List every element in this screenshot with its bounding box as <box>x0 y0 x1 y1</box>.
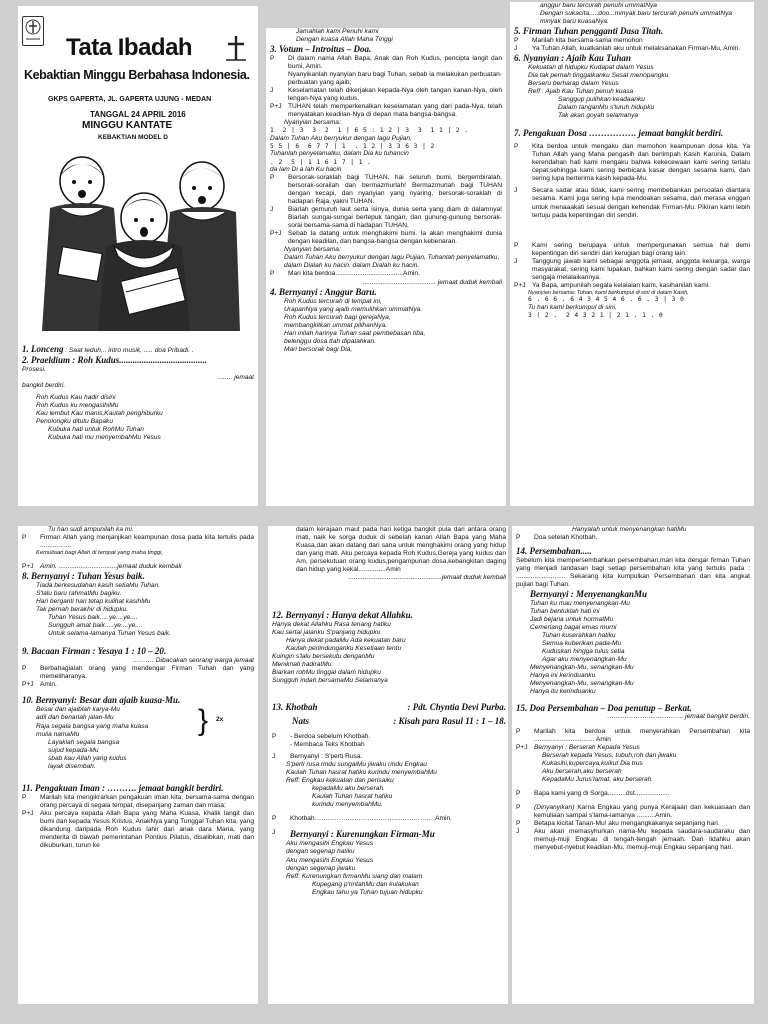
lyric-line: da lam Di a lah Ku hacin <box>270 166 342 174</box>
page-2 <box>266 28 506 506</box>
congregation-label: J <box>516 827 520 835</box>
doa-text: Bapa kami yang di Sorga,.........dst................... <box>534 789 670 797</box>
song-line: Hanya itu kerinduanku <box>530 688 596 696</box>
song-line: anggur baru tercurah penuhi ummatNya <box>540 2 657 9</box>
tuhan-yesus-baik-heading: 8. Bernyanyi : Tuhan Yesus baik. <box>22 571 145 582</box>
sunday-name: MINGGU KANTATE <box>82 120 173 131</box>
leader-label: P <box>514 143 519 151</box>
leader-label: P <box>514 37 519 45</box>
song-line: Sanggup pulihkan keadaanku <box>558 96 645 104</box>
song-line: S'lalu baru rahmatMu bagiku. <box>36 590 122 598</box>
bacaan-heading: 9. Bacaan Firman : Yesaya 1 : 10 – 20. <box>22 646 167 657</box>
doa-text: Betapa kicitat Tanan-Mu! aku mengangkakanya sepanjang hari. <box>534 819 720 827</box>
page-1-body <box>22 344 254 504</box>
khotbah-text: - Membaca Teks Khotbah <box>290 741 365 749</box>
berserah-heading: Bernyanyi : Berserah Kepada Yesus <box>534 743 640 751</box>
song-line: Menyenangkan-Mu, senangkan-Mu <box>530 664 634 672</box>
sung-label: (Dinyanyikan) <box>534 803 575 811</box>
song-line: Layaklah segala bangsa <box>48 738 120 746</box>
music-notation: 6 . 6 6 . 6 4 3 4 5 4 6 . 6 . 3 | 3 0 <box>528 296 685 304</box>
pengakuan-dosa-heading: 7. Pengakuan Dosa ……………. jemaat bangkit berdiri. <box>514 128 724 139</box>
nats-label: Nats <box>292 716 310 727</box>
doa-text: Aku akan memasyhurkan nama-Mu kepada saudara-saudaraku dan memuji-muji Engkau di tengah-tengah jemaah. Dan lidahku akan menyebut-nyebut keadilan-Mu, memuji-muji Engkau sepanjang hari. <box>534 827 750 851</box>
bangkit-label: bangkit berdiri. <box>22 382 66 390</box>
song-line: Dalam tanganMu s'luruh hidupku <box>558 104 655 112</box>
song-line: Roh Kudus Kau hadir disini <box>36 394 116 402</box>
firman-text: Marilah kita bersama-sama memohon <box>532 37 643 45</box>
lonceng-heading: 1. Lonceng <box>22 344 64 354</box>
song-line: sbab kau Allah yang kudus <box>48 754 127 762</box>
confession-text: Ya Bapa, ampunilah segala kelalaian kami, kasihanilah kami. <box>532 281 711 289</box>
music-notation: . 2 5 | 1 1 6 1 7 | 1 . <box>270 158 372 166</box>
confession-text: Secara sadar atau tidak, kami sering membebankan persoalan diantara sesama. Kami juga sering lupa mendoakan sesama, dan merasa enggan untuk menaaakati sesuai dengan kehendak Firman-Mu. Pikiran kami lebih tertuju pada kepentingan diri sendiri. <box>532 187 750 219</box>
song-line: Untuk selama-lamanya Tuhan Yesus baik. <box>48 630 171 638</box>
lyric-line: Tu han sudi ampunilah ka mi. <box>48 526 134 533</box>
song-line: Kau lembut Kau manis,Kaulah penghiburku <box>36 410 163 418</box>
song-line: adil dan benarlah jalan-Mu <box>36 714 114 722</box>
leader-label: P <box>270 55 275 63</box>
jemaat-duduk-label: ........................................ jemaat duduk kembali <box>362 278 502 286</box>
song-line: layak disembah. <box>48 762 96 770</box>
congregation-label: J <box>272 753 276 761</box>
sing-together-label: Nyanyian bersama: Tuhan, kami berkumpul di sini di dalam Kasih, <box>528 289 689 296</box>
together-label: P+J <box>22 681 34 689</box>
song-line: kepadaMu aku berserah. <box>312 785 385 793</box>
leader-label: P <box>516 789 521 797</box>
song-line: KepadaMu Jurus'lamat, aku berserah. <box>542 775 654 783</box>
together-label: P+J <box>514 281 526 289</box>
page-4 <box>18 526 258 1004</box>
votum-text: TUHAN telah memperkenalkan keselamatan yang dari pada-Nya, telah menyatakan keadilan-Nya di depan mata bangsa-bangsa. <box>288 103 502 119</box>
anggur-baru-heading: 4. Bernyanyi : Anggur Baru. <box>270 286 377 297</box>
together-label: P+J <box>22 563 34 571</box>
votum-text: Sebab Ia datang untuk menghakimi bumi. Ia akan menghakimi dunia dengan keadilan, dan bangsa-bangsa dengan kebenaran. <box>288 230 502 246</box>
lyric-line: Tuhanlah penyelamatku, dalam Dia ku tuhancin <box>270 150 409 158</box>
page-1 <box>18 6 258 506</box>
confession-text: Kita berdoa untuk mengaku dan memohon keampunan dosa kita. Ya Tuhan Allah yang Maha pengasih dan berlimpah Kasih Karunia, Dalam kerendahan hati kami mengaku bahwa kekecewaan kami sering terlalu cepat,sehingga kami sering berbicara kasar dengan sesama kami, dan sering lupa berterima kasih kepada-Mu. <box>532 143 750 183</box>
doa-text: Doa setelah Khotbah. <box>534 534 598 542</box>
leader-label: P <box>516 727 521 735</box>
persembahan-heading: 14. Persembahan..... <box>516 546 592 557</box>
page-3 <box>510 2 754 506</box>
leader-label: P <box>272 815 277 823</box>
song-line: Hanyalah untuk menyenangkan hatiMu <box>572 526 687 533</box>
lonceng-text: : Saat teduh,.. intro musik, ..... doa Pribadi. . <box>65 347 194 354</box>
bulletin-subtitle: Kebaktian Minggu Berbahasa Indonesia. <box>24 68 250 82</box>
song-line: membangkitkan ummat pilihanNya. <box>284 321 387 329</box>
song-line: UrapanNya yang ajaib memulihkan ummatNya. <box>284 305 423 313</box>
leader-label: P <box>514 241 519 249</box>
page-3-body <box>514 2 750 504</box>
votum-text: Keselamatan telah dikerjakan kepada-Nya oleh tangan kanan-Nya, oleh lengan-Nya yang kudus. <box>288 87 502 103</box>
song-line: Tuhan ku mau menyenangkan-Mu <box>530 600 630 608</box>
song-line: Semua kuberikan pada-Mu <box>542 640 622 648</box>
congregation-label: J <box>514 45 518 53</box>
song-line: Menyenangkan-Mu, senangkan-Mu <box>530 680 634 688</box>
song-line: dengan segenap jiwaku <box>286 864 356 872</box>
lyric-line: Tu han kami berkumpul di sini, <box>528 304 617 312</box>
jemaat-label: ........ jemaat <box>217 374 254 382</box>
page-5-lower <box>272 610 506 1002</box>
bulletin-title: Tata Ibadah <box>66 34 193 61</box>
khotbah-text: Khotbah……………………………………………….Amin. <box>290 815 452 823</box>
preacher-name: : Pdt. Chyntia Devi Purba. <box>407 702 506 713</box>
leader-label: P <box>516 803 521 811</box>
leader-label: P <box>22 665 27 673</box>
song-line: Aku berserah,aku berserah <box>542 767 622 775</box>
lyric-line: Dalam Tuhan Aku berryukur dengan lagu Pujian, Tuhanlah penyelamatku, dalam Dialah ku hacin. dalam Dialah ku hacin. <box>284 254 500 270</box>
ajaib-heading: 6. Nyanyian : Ajaib Kau Tuhan <box>514 53 631 64</box>
song-line: Berseru berharap dalam Yesus <box>528 80 619 88</box>
song-line: Dengan sukacita.....doo...minyak baru tercurah penuhi ummatNya minyak baru kuasaNya. <box>540 10 733 26</box>
service-date: TANGGAL 24 APRIL 2016 <box>90 110 186 119</box>
together-label: P+J <box>270 230 282 238</box>
congregation-label: J <box>272 829 276 837</box>
song-line: Sungguh indah bersamaMu Selamanya <box>272 677 388 685</box>
nats-reference: : Kisah para Rasul 11 : 1 – 18. <box>393 716 506 727</box>
song-line: Kuingin s'lalu bersekutu denganMu <box>272 653 375 661</box>
amen-text: Amin. ................................jemaat duduk kembali <box>40 563 182 571</box>
song-line: Penolongku ditutu Bapaku <box>36 418 113 426</box>
confession-text: Tanggung jawab kami sebagai anggota jemaat, anggota keluarga, warga masyarakat, sering kami lupakan, bahkan kami sering dengan sadar dan sengaja melalaikannya. <box>532 257 750 281</box>
congregation-label: J <box>514 187 518 195</box>
song-line: Hanya dekat padaMu Ada kekuatan baru <box>286 637 406 645</box>
repeat-count: 2x <box>216 716 224 724</box>
praeludium-heading: 2. Praeldium : Roh Kudus....................................... <box>22 355 208 366</box>
page-6-body <box>516 526 750 1002</box>
pengakuan-iman-heading: 11. Pengakuan Iman : ………. jemaat bangkit berdiri. <box>22 782 224 793</box>
song-line: Kaulah Tuhan hasrat hatiku <box>312 793 393 801</box>
jemaat-duduk-label: ...................................................jemaat duduk kembali <box>348 574 506 582</box>
page-2-body <box>270 28 502 504</box>
song-line: Roh Kudus tercurah di tempat ini, <box>284 297 382 305</box>
song-line: Aku mengasihi Engkau Yesus <box>286 840 374 848</box>
song-line: Aku mengasihi Engkau Yesus <box>286 856 374 864</box>
music-notation: 1 2 | 3 3 2 1 | 6 5 : 1 2 | 3 3 1 1 | 2 . <box>270 127 469 135</box>
khotbah-text: - Berdoa sebelum Khotbah. <box>290 733 371 741</box>
song-line: Roh Kudus ku mengasihiMu <box>36 402 119 410</box>
song-line: Biarkan rohMu tinggal dalam hidupku <box>272 669 381 677</box>
leader-label: P <box>516 819 521 827</box>
together-label: P+J <box>270 103 282 111</box>
reff-line: Reff: Engkau kekuatan dan perisaiku <box>286 777 394 785</box>
page-6 <box>512 526 754 1004</box>
lyric-line: Dalam Tuhan Aku berryukur dengan lagu Pujian, <box>270 134 412 142</box>
leader-label: P <box>22 534 27 542</box>
church-logo-icon <box>22 16 44 46</box>
song-line: Kekuatan di hidupku Kudapat dalam Yesus <box>528 64 654 72</box>
song-line: mulia namaMu <box>36 730 80 738</box>
song-line: Hari berganti hari tetap kulihat kasihMu <box>36 598 151 606</box>
song-line: Hari inilah harinya Tuhan saat pembebasan tiba, <box>284 329 426 337</box>
cross-logo-icon <box>224 34 246 64</box>
congregation-label: J <box>514 257 518 265</box>
leader-label: P <box>516 534 521 542</box>
leader-label: P <box>272 733 277 741</box>
congregation-label: J <box>270 206 274 214</box>
choir-boys-illustration <box>40 146 240 331</box>
song-line: Hanya ini kerinduanku <box>530 672 596 680</box>
song-line: Tak akan goyah selamanya <box>558 112 639 120</box>
besar-ajaib-heading: 10. Bernyanyi: Besar dan ajaib kuasa-Mu. <box>22 695 181 706</box>
bacaan-text: Berbahagialah orang yang mendengar Firman Tuhan dan yang memeliharanya. <box>40 665 254 681</box>
song-line: kurindu menyembahMu. <box>312 801 383 809</box>
music-notation: 5 5 | 6 6 7 7 | 1 . 1 2 | 3 3 6 3 | 2 <box>270 142 435 150</box>
song-line: Engkau tahu ya Tuhan tujuan hidupku <box>312 888 423 896</box>
song-line: Tiada berkesudahan kasih setiaMu Tuhan. <box>36 582 161 590</box>
bacaan-text: ………. Dibacakan seorang warga jemaat <box>132 657 254 665</box>
service-model: KEBAKTIAN MODEL D <box>98 134 168 141</box>
song-line: Kukasihi,kupercaya,kuikut Dia trus <box>542 759 643 767</box>
leader-label: P <box>270 270 275 278</box>
song-line: Kubuka hati untuk RohMu Tuhan <box>48 426 144 434</box>
song-line: Agar aku menyenangkan-Mu <box>542 656 627 664</box>
votum-text: Nyanyikanlah nyanyian baru bagi Tuhan, sebab ia melakukan perbuatan-perbuatan yang ajaib; <box>288 71 502 87</box>
song-line: Jamahlah kami Penuhi kami <box>296 28 379 35</box>
firman-text: Ya Tuhan Allah, kuatkanlah aku untuk melaksanakan Firman-Mu, Amin. <box>532 45 741 53</box>
khotbah-heading: 13. Khotbah <box>272 702 318 713</box>
song-line: Roh Kudus tercurah bagi gerejaNya, <box>284 313 391 321</box>
song-line: Jadi bejana untuk hormatMu <box>530 616 614 624</box>
song-line: Tuhan Yesus baik.....ye....ye.... <box>48 614 138 622</box>
song-line: Tuhan kuserahkan hatiku <box>542 632 616 640</box>
song-line: Meniknati hadiratMu <box>272 661 332 669</box>
church-address: GKPS GAPERTA, JL. GAPERTA UJUNG - MEDAN <box>48 96 212 103</box>
leader-label: P <box>22 793 27 801</box>
prosesi-label: Prosesi. <box>22 366 46 373</box>
song-line: Besar dan ajaiblah karya-Mu <box>36 706 120 714</box>
song-line: Kaulah Tuhan hasrat hatiku kurindu menyembahMu <box>286 769 437 777</box>
sing-together-label: Nyanyian bersama: <box>284 119 341 127</box>
creed-text: Marilah kita mengikrarkan pengakuan iman kita, bersama-sama dengan orang percaya di segala tempat, disepanjang zaman dan masa; <box>40 793 254 809</box>
sing-together-label: Nyanyian bersama: <box>284 246 341 254</box>
votum-text: Biarlah gemuruh laut serta isinya, dunia serta yang diam di dalamnya! Biarlah sungai-sungai bertepuk tangan, dan gunung-gunung bersorak-sorai bersama-sama di hadapan TUHAN, <box>288 206 502 230</box>
jemaat-bangkit-label: …………………………….. jemaat bangkit berdiri. <box>607 713 750 721</box>
song-line: Tuhan bentuklah hati ini <box>530 608 600 616</box>
absolution-text: Kemuliaan bagi Allah di tempat yang maha tinggi, <box>36 550 164 557</box>
song-line: Kuduskan hingga tulus setia <box>542 648 625 656</box>
absolution-text: Firman Allah yang menjanjikan keampunan dosa pada kita tertulis pada ................. <box>40 534 254 550</box>
menyenangkan-heading: Bernyanyi : MenyenangkanMu <box>530 589 648 600</box>
reff-line: Reff: Kurenungkan firmanMu siang dan malam <box>286 872 423 880</box>
creed-text: dalam kerajaan maut pada hari ketiga bangkit pula dari antara orang mati, naik ke sorga duduk di sebelah kanan Allah Bapa yang Maha Kuasa,dan akan datang dari sana untuk menghakimi orang yang hidup dan yang mati. Aku percaya kepada Roh Kudus,Gereja yang kudus dan Am, persekutuan orang kudus,pengampunan dosa,kebangkitan daging dan hidup yang kekal...............Amin <box>296 526 506 574</box>
doa-text: Marilah kita berdoa untuk menyerahkan Persembahan kita ................................. Amin <box>534 727 750 743</box>
hanya-dekat-heading: 12. Bernyanyi : Hanya dekat Allahku. <box>272 610 413 620</box>
creed-text: Aku percaya kepada Allah Bapa yang Maha Kuasa, khalik langit dan bumi dan kepada Yesus Kristus, AnakNya yang Tunggal Tuhan kita, yang dikandung daripada Roh Kudus lahir dari anak dara Maria, yang menderita di bawah pemerintahan Pontius Pilatus, disalibkan, mati dan dikuburkan, turun ke <box>40 809 254 849</box>
song-line: sujud kepada-Mu <box>48 746 99 754</box>
song-line: Dengan kuasa Allah Maha Tinggi <box>296 36 393 44</box>
song-line: S'perti rusa rindu sungaiMu jiwaku rindu Engkau <box>286 761 427 769</box>
reff-line: Reff : Ajaib Kau Tuhan penuh kuasa <box>528 88 634 96</box>
firman-heading: 5. Firman Tuhan pengganti Dasa Titah. <box>514 26 664 37</box>
doa-text: Karna Engkau yang punya Kerajaan dan kekuasaan dan kemuliaan sampai s'lama-lamanya ..........Amin. <box>534 803 750 819</box>
votum-text: Bersorak-soraklah bagi TUHAN, hai seluruh bumi, bergembiralah, bersorak-sorailah dan bermazmurlah! Bermazmurlah bagi TUHAN dengan kecapi, dan nyanyian yang nyaring, bersorak-soraklah di hadapan Raja, yakni TUHAN. <box>288 174 502 206</box>
song-line: Raja segala bangsa yang maha kuasa <box>36 722 149 730</box>
prayer-text: Mari kita berdoa.....................................Amin. <box>288 270 420 278</box>
persembahan-text: Sebelum kita mempersembahkan persembahan,mari kita dengar firman Tuhan yang menjadi landasan bagi setiap persembahan kita yang tertulis pada : ........................... Sekarang kita kumpulkan Persembahan dan kita angkat pujian bagi Tuhan. <box>516 557 750 589</box>
song-line: Kau sertai jalanku S'panjang hidupku <box>272 629 381 636</box>
song-line: Kaulah perlindunganku Kesetiaan tentu <box>286 645 402 653</box>
repeat-brace-icon: } <box>198 704 209 738</box>
votum-heading: 3. Votum – Introitus – Doa. <box>270 44 372 55</box>
khotbah-text: Bernyanyi : S'perti Rusa. <box>290 753 363 761</box>
page-4-body <box>22 526 254 1002</box>
song-line: Sungguh amat baik.....ye....ye.... <box>48 622 143 630</box>
song-line: Mari bersorak bagi Dia, <box>284 345 353 353</box>
song-line: Tak pernah berakhir di hidupku. <box>36 606 129 614</box>
congregation-label: J <box>270 87 274 95</box>
together-label: P+J <box>22 809 34 817</box>
music-notation: 3 ( 2 . 2 4 3 2 1 | 2 1 . 1 . 0 <box>528 312 664 320</box>
kurenungkan-heading: Bernyanyi : Kurenungkan Firman-Mu <box>290 829 435 840</box>
song-line: Kupegang p'rintahMu dan kulakukan <box>312 880 419 888</box>
song-line: Berserah kepada Yesus, tubuh,roh dan jiwaku <box>542 751 677 759</box>
song-line: dengan segenap hatiku <box>286 848 355 856</box>
page-5 <box>268 526 508 1004</box>
song-line: Hanya dekat Allahku Rasa tenang hatiku <box>272 620 391 628</box>
doa-persembahan-heading: 15. Doa Persembahan – Doa penutup – Berkat. <box>516 702 692 713</box>
song-line: Dia tak pernah tinggalkanku Sesat menopangku <box>528 72 669 80</box>
together-label: P+J <box>516 743 528 751</box>
song-line: belenggu dosa ttah dipatahkan. <box>284 337 377 345</box>
song-line: Kubuka hati mu menyembahMu Yesus <box>48 434 161 442</box>
song-line: Cemerlang bagai emas murni <box>530 624 617 632</box>
votum-text: Di dalam nama Allah Bapa, Anak dan Roh Kudus, pencipta langit dan bumi, Amin. <box>288 55 502 71</box>
confession-text: Kami sering berupaya untuk mempergunakan semua hal demi kepentingan diri sendiri dan kerugian bagi orang lain. <box>532 241 750 257</box>
amen-text: Amin. <box>40 681 57 689</box>
leader-label: P <box>270 174 275 182</box>
